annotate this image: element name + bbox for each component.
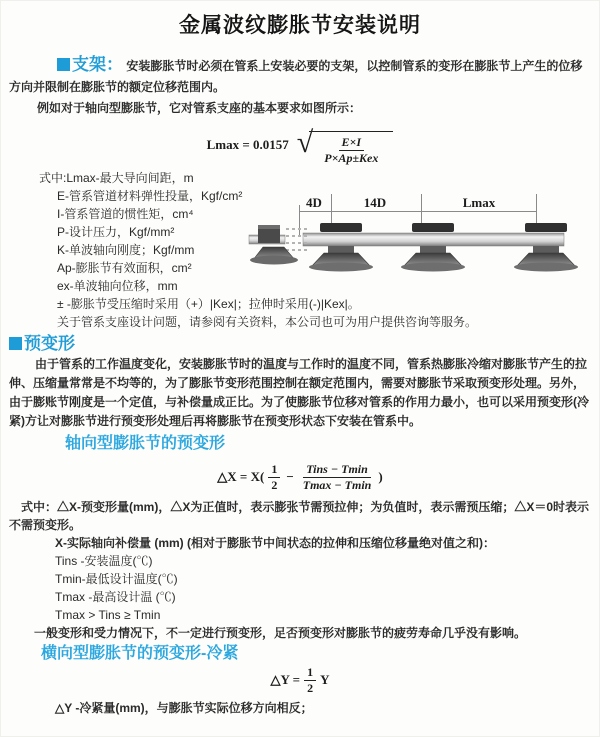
section-support-heading (57, 55, 123, 74)
note-line: X-实际轴向补偿量 (mm) (相对于膨胀节中间状态的拉伸和压缩位移量绝对值之和)： (55, 536, 495, 550)
pipe-support (309, 223, 373, 272)
diagram-pipe (303, 233, 564, 246)
sqrt-icon: √ (296, 126, 314, 159)
formula-lmax-root (309, 131, 393, 165)
definition-line: Ap-膨胀节有效面积，cm² (57, 261, 192, 275)
definition-line: ex-单波轴向位移，mm (57, 279, 178, 293)
predeform-paragraph: 由于管系的工作温度变化，安装膨胀节时的温度与工作时的温度不同，管系热膨胀冷缩对膨胀节产生的拉伸、压缩量常常是不均等的，为了膨胀节变形范围控制在额定范围内，需要对膨胀节采取预变形处理。另外，由于膨账节刚度是一个定值，与补偿量成正比。为了使膨胀节位移对管系的作用力最小，也可以采用预变形(冷紧)方让对膨胀节进行预变形处理后再将膨胀节在预变形状态下安装在管系中。 (9, 357, 590, 428)
anchor-support (250, 225, 298, 265)
lateral-note: △Y -冷紧量(mm)，与膨胀节实际位移方向相反； (55, 701, 313, 715)
section-support-label: 支架： (72, 55, 123, 74)
definition-line: E-管系管道材料弹性投量，Kgf/cm² (57, 189, 243, 203)
dim-label-lmax: Lmax (462, 195, 496, 210)
formula-dx-rhs: ) (378, 469, 383, 484)
note-line: 一般变形和受力情况下，不一定进行预变形，足否预变形对膨胀节的疲劳寿命几乎没有影响。 (34, 626, 527, 640)
one-half-fraction: $\frac{1}{2}$ (268, 462, 280, 492)
formula-delta-y (1, 666, 599, 694)
definition-line: K-单波轴向刚度；Kgf/mm (57, 243, 195, 257)
formula-lmax-lhs: Lmax = 0.0157 (206, 137, 289, 152)
definition-line: I-管系管道的惯性矩，cm⁴ (57, 207, 194, 221)
one-half-fraction: $\frac{1}{2}$ (304, 665, 316, 695)
note-line: Tins -安装温度(℃) (55, 554, 153, 568)
formula-dy-rhs: Y (320, 672, 330, 687)
axial-notes (1, 498, 599, 642)
definition-line: 式中:Lmax-最大导向间距，m (39, 171, 194, 185)
note-line: Tmax > Tins ≥ Tmin (55, 608, 161, 622)
section-predeform-heading (9, 333, 599, 354)
subsection-lateral-heading: 横向型膨胀节的预变形-冷紧 (41, 645, 239, 662)
pipe-support (514, 223, 578, 272)
formula-dx-lhs: △X = X( (217, 469, 265, 484)
definition-line: 关于管系支座设计问题，请参阅有关资料，本公司也可为用户提供咨询等服务。 (57, 315, 478, 329)
note-line: Tmax -最高设计温 (℃) (55, 590, 176, 604)
definition-line: ± -膨胀节受压缩时采用（+）|Kex|；拉伸时采用(-)|Kex|。 (57, 297, 360, 311)
formula-lmax (1, 127, 599, 163)
note-line: Tmin-最低设计温度(℃) (55, 572, 178, 586)
definition-line: P-设计压力，Kgf/mm² (57, 225, 175, 239)
page-title: 金属波纹膨胀节安装说明 (179, 14, 421, 37)
formula-lmax-fraction (321, 135, 381, 165)
blue-square-icon (57, 58, 70, 71)
formula-lmax-numerator: E×I (339, 135, 365, 150)
support-example-line: 例如对于轴向型膨胀节，它对管系支座的基本要求如图所示： (37, 101, 362, 115)
pipe-support (401, 223, 465, 272)
support-intro-text: 安装膨胀节时必须在管系上安装必要的支架，以控制管系的变形在膨胀节上产生的位移方向并限制在膨胀节的额定位移范围内。 (9, 59, 583, 94)
formula-lmax-denominator: P×Ap±Kex (324, 150, 379, 165)
formula-delta-x (1, 460, 599, 494)
section-predeform-label: 预变形 (24, 334, 75, 353)
blue-square-icon (9, 337, 22, 350)
note-line: 式中：△X-预变形量(mm)，△X为正值时，表示膨张节需预拉伸；为负值时，表示需预压缩；△X＝0时表示不需预变形。 (9, 500, 590, 532)
pipe-support-diagram (246, 191, 598, 287)
formula-dy-lhs: △Y = (270, 672, 301, 687)
dim-label-4d: 4D (306, 195, 322, 210)
minus-operator: − (286, 469, 294, 484)
dim-label-14d: 14D (363, 195, 387, 210)
temperature-fraction: $\frac{\text{Tins − Tmin}}{Tmax - Tmin}$ (302, 462, 372, 492)
support-paragraph (9, 54, 591, 98)
subsection-axial-heading: 轴向型膨胀节的预变形 (65, 435, 226, 452)
